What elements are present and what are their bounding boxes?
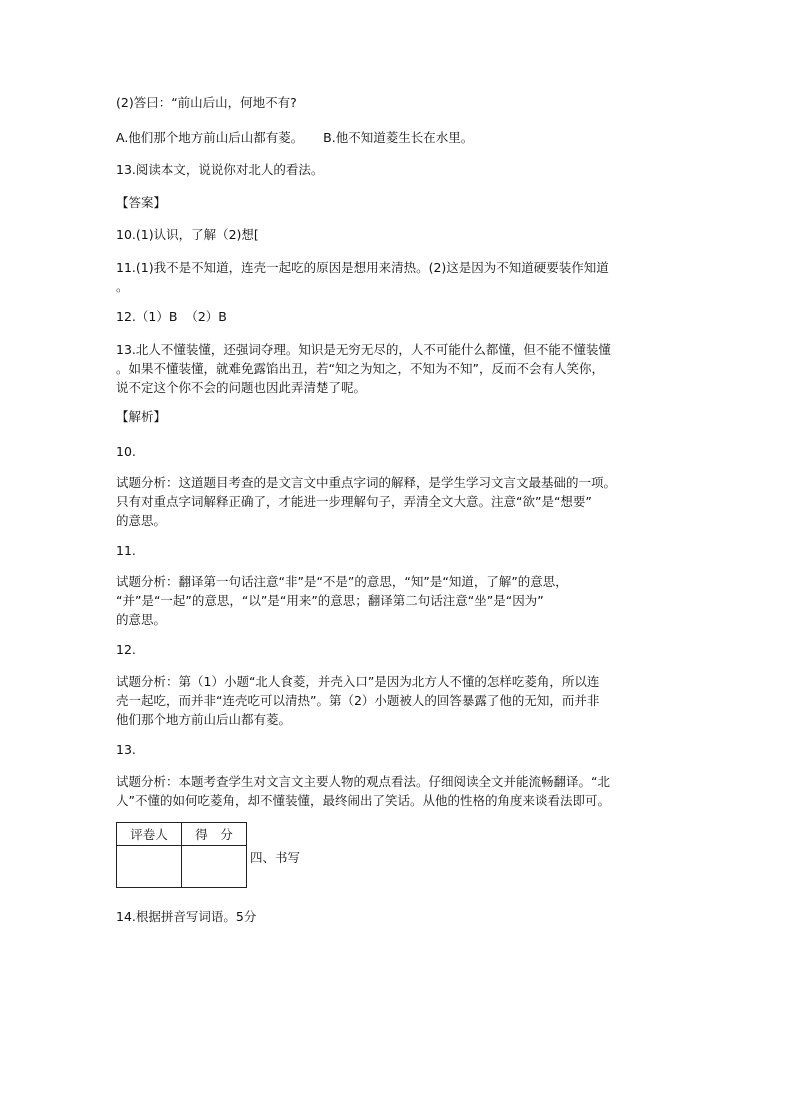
analysis-11 (116, 572, 676, 629)
grader-cell (117, 846, 182, 888)
answer-13-line: 说不定这个你不会的问题也因此弄清楚了呢。 (116, 380, 367, 395)
answer-13 (116, 340, 676, 397)
analysis-11-line: 试题分析：翻译第一句话注意“非”是“不是”的意思，“知”是“知道，了解”的意思， (116, 574, 568, 589)
score-table (116, 822, 247, 888)
answer-13-line: 。如果不懂装懂，就难免露馅出丑，若“知之为知之，不知为不知”，反而不会有人笑你， (116, 361, 604, 376)
question-12-2-options: A.他们那个地方前山后山都有菱。 B.他不知道菱生长在水里。 (116, 130, 474, 145)
analysis-10-line: 的意思。 (116, 513, 167, 528)
answer-13-line: 13.北人不懂装懂，还强词夺理。知识是无穷无尽的，人不可能什么都懂，但不能不懂装懂 (116, 342, 611, 357)
analysis-13-number: 13. (116, 742, 136, 757)
answer-header: 【答案】 (116, 195, 167, 210)
answer-11 (116, 258, 676, 296)
analysis-12-line: 他们那个地方前山后山都有菱。 (116, 712, 292, 727)
analysis-12-line: 试题分析：第（1）小题“北人食菱，并壳入口”是因为北方人不懂的怎样吃菱角，所以连 (116, 674, 600, 689)
analysis-12-number: 12. (116, 642, 136, 657)
grader-header: 评卷人 (117, 823, 182, 846)
score-header: 得 分 (182, 823, 247, 846)
analysis-11-line: 的意思。 (116, 612, 167, 627)
analysis-10-line: 只有对重点字词解释正确了，才能进一步理解句子，弄清全文大意。注意“欲”是“想要” (116, 494, 592, 509)
analysis-12-line: 壳一起吃，而并非“连壳吃可以清热”。第（2）小题被人的回答暴露了他的无知，而并非 (116, 693, 600, 708)
answer-10: 10.(1)认识，了解（2)想[ (116, 227, 259, 242)
analysis-10-number: 10. (116, 444, 136, 459)
analysis-12 (116, 672, 676, 729)
analysis-10-line: 试题分析：这道题目考查的是文言文中重点字词的解释，是学生学习文言文最基础的一项。 (116, 475, 617, 490)
answer-12: 12.（1）B （2）B (116, 309, 227, 324)
analysis-11-number: 11. (116, 543, 136, 558)
analysis-11-line: “并”是“一起”的意思，“以”是“用来”的意思；翻译第二句话注意“坐”是“因为” (116, 593, 544, 608)
section-4-title: 四、书写 (250, 850, 301, 865)
answer-11-line: 。 (116, 279, 129, 294)
analysis-13-line: 人”不懂的如何吃菱角，却不懂装懂，最终闹出了笑话。从他的性格的角度来谈看法即可。 (116, 793, 610, 808)
analysis-13-line: 试题分析：本题考查学生对文言文主要人物的观点看法。仔细阅读全文并能流畅翻译。“北 (116, 774, 610, 789)
analysis-header: 【解析】 (116, 409, 167, 424)
analysis-10 (116, 473, 676, 530)
score-cell (182, 846, 247, 888)
question-13: 13.阅读本文，说说你对北人的看法。 (116, 162, 324, 177)
question-12-2: (2)答曰：“前山后山，何地不有? (116, 95, 297, 110)
analysis-13 (116, 772, 676, 810)
question-14: 14.根据拼音写词语。5分 (116, 909, 257, 924)
answer-11-line: 11.(1)我不是不知道，连壳一起吃的原因是想用来清热。(2)这是因为不知道硬要装作知道 (116, 260, 609, 275)
